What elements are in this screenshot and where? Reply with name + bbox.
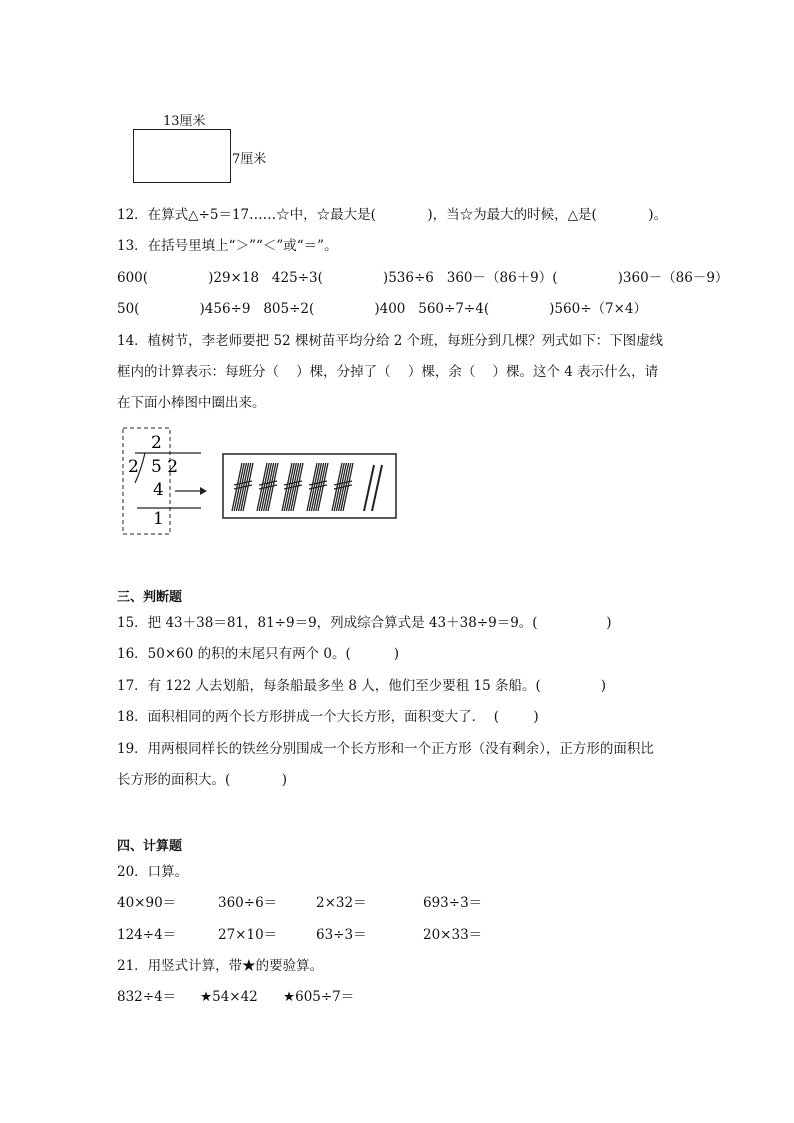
sticks-figure xyxy=(222,453,398,521)
oral-calc: 27×10＝ xyxy=(218,927,278,943)
section-4-heading: 四、计算题 xyxy=(117,839,183,854)
stick-bundle xyxy=(332,463,353,511)
stick-bundle xyxy=(232,463,253,511)
question-12: 12．在算式△÷5＝17……☆中，☆最大是( )，当☆为最大的时候，△是( )。 xyxy=(117,207,668,223)
question-19-line-1: 19．用两根同样长的铁丝分别围成一个长方形和一个正方形（没有剩余），正方形的面积比 xyxy=(117,741,654,757)
division-divisor: 2 xyxy=(128,457,139,477)
question-16: 16．50×60 的积的末尾只有两个 0。( ) xyxy=(117,646,399,662)
rect-width-label: 13厘米 xyxy=(163,114,206,129)
division-quotient: 2 xyxy=(151,433,162,453)
question-13-row-1: 600( )29×18 425÷3( )536÷6 360－（86＋9）( )360－（86－9） xyxy=(117,270,729,286)
oral-calc: 2×32＝ xyxy=(316,895,367,911)
rect-height-label: 7厘米 xyxy=(232,152,267,167)
question-20: 20．口算。 xyxy=(117,864,189,880)
section-3-heading: 三、判断题 xyxy=(117,590,183,605)
oral-calc: 63÷3＝ xyxy=(316,927,367,943)
question-14-line-3: 在下面小棒图中圈出来。 xyxy=(117,395,266,411)
question-15: 15．把 43＋38＝81，81÷9＝9，列成综合算式是 43＋38÷9＝9。( ) xyxy=(117,615,612,631)
question-17: 17．有 122 人去划船，每条船最多坐 8 人，他们至少要租 15 条船。( ) xyxy=(117,678,607,694)
division-dividend: 5 2 xyxy=(151,457,179,477)
question-19-line-2: 长方形的面积大。( ) xyxy=(117,772,288,788)
question-18: 18．面积相同的两个长方形拼成一个大长方形，面积变大了． ( ) xyxy=(117,709,539,725)
vertical-calc: 832÷4＝ xyxy=(117,989,177,1005)
oral-calc: 20×33＝ xyxy=(423,927,483,943)
oral-calc: 360÷6＝ xyxy=(218,895,278,911)
long-division-figure xyxy=(115,425,215,540)
division-product: 4 xyxy=(153,480,164,500)
question-13-title: 13．在括号里填上“＞”“＜”或“＝”。 xyxy=(117,238,338,254)
question-14-line-1: 14．植树节，李老师要把 52 棵树苗平均分给 2 个班，每班分到几棵？列式如下：下图虚线 xyxy=(117,333,664,349)
division-remainder: 1 xyxy=(153,509,164,529)
oral-calc: 40×90＝ xyxy=(117,895,177,911)
question-21: 21．用竖式计算，带★的要验算。 xyxy=(117,958,324,974)
question-14-line-2: 框内的计算表示：每班分（ ）棵，分掉了（ ）棵，余（ ）棵。这个 4 表示什么，请 xyxy=(117,364,659,380)
vertical-calc: ★605÷7＝ xyxy=(283,989,355,1005)
rectangle-figure xyxy=(133,129,231,183)
question-13-row-2: 50( )456÷9 805÷2( )400 560÷7÷4( )560÷（7×4） xyxy=(117,301,648,317)
oral-calc: 124÷4＝ xyxy=(117,927,177,943)
stick-bundle xyxy=(257,463,278,511)
stick-bundle xyxy=(282,463,303,511)
stick-bundle xyxy=(307,463,328,511)
vertical-calc: ★54×42 xyxy=(200,989,258,1005)
oral-calc: 693÷3＝ xyxy=(423,895,483,911)
